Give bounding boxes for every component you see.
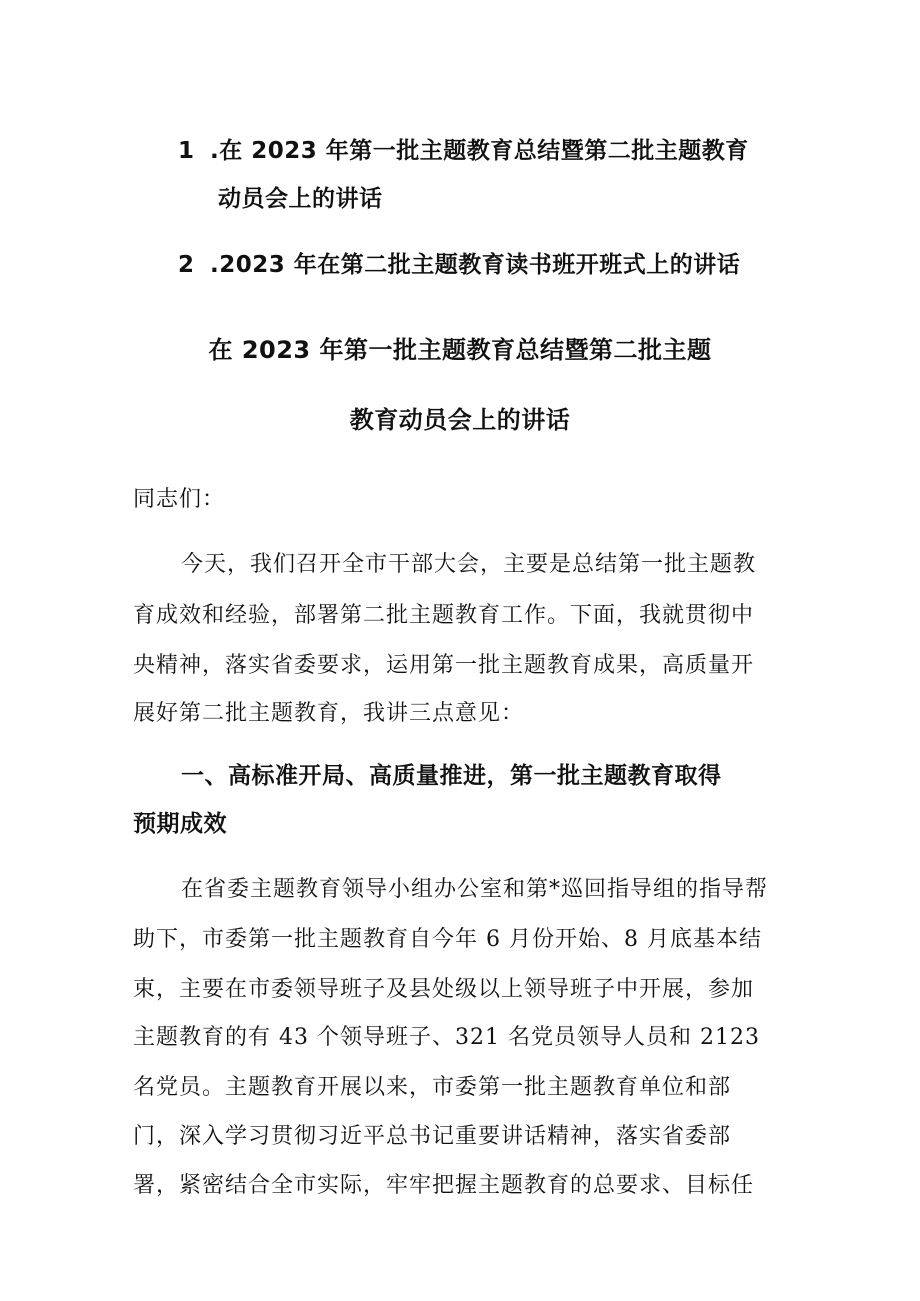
article-title-line-1: 在 2023 年第一批主题教育总结暨第二批主题 [208,336,712,364]
toc-item-number: 2 [178,252,195,278]
section1-heading-line-2: 预期成效 [133,811,227,837]
section1-line-4: 主题教育的有 43 个领导班子、321 名党员领导人员和 2123 [133,1025,760,1050]
section1-line-5: 名党员。主题教育开展以来，市委第一批主题教育单位和部 [133,1075,732,1100]
toc-item-2 [178,246,740,284]
toc-item-text: .在 2023 年第一批主题教育总结暨第二批主题教育 [210,138,749,164]
section1-heading-line-1: 一、高标准开局、高质量推进，第一批主题教育取得 [181,763,722,789]
section1-line-3: 束，主要在市委领导班子及县处级以上领导班子中开展，参加 [133,977,755,1002]
article-title-line-2: 教育动员会上的讲话 [349,406,571,434]
section1-line-6: 门，深入学习贯彻习近平总书记重要讲话精神，落实省委部 [133,1124,732,1149]
section1-line-2: 助下，市委第一批主题教育自今年 6 月份开始、8 月底基本结 [133,927,762,952]
toc-item-number: 1 [178,138,195,164]
toc-item-1-continuation: 动员会上的讲话 [218,186,383,212]
intro-line-4: 展好第二批主题教育，我讲三点意见： [133,701,525,726]
toc-item-text: .2023 年在第二批主题教育读书班开班式上的讲话 [210,252,741,278]
section1-line-1: 在省委主题教育领导小组办公室和第*巡回指导组的指导帮 [181,877,769,902]
intro-line-1: 今天，我们召开全市干部大会，主要是总结第一批主题教 [181,552,757,577]
section1-line-7: 署，紧密结合全市实际，牢牢把握主题教育的总要求、目标任 [133,1173,755,1198]
toc-item-1 [178,132,749,170]
intro-line-2: 育成效和经验，部署第二批主题教育工作。下面，我就贯彻中 [133,603,755,628]
intro-line-3: 央精神，落实省委要求，运用第一批主题教育成果，高质量开 [133,653,755,678]
salutation: 同志们： [133,487,226,512]
